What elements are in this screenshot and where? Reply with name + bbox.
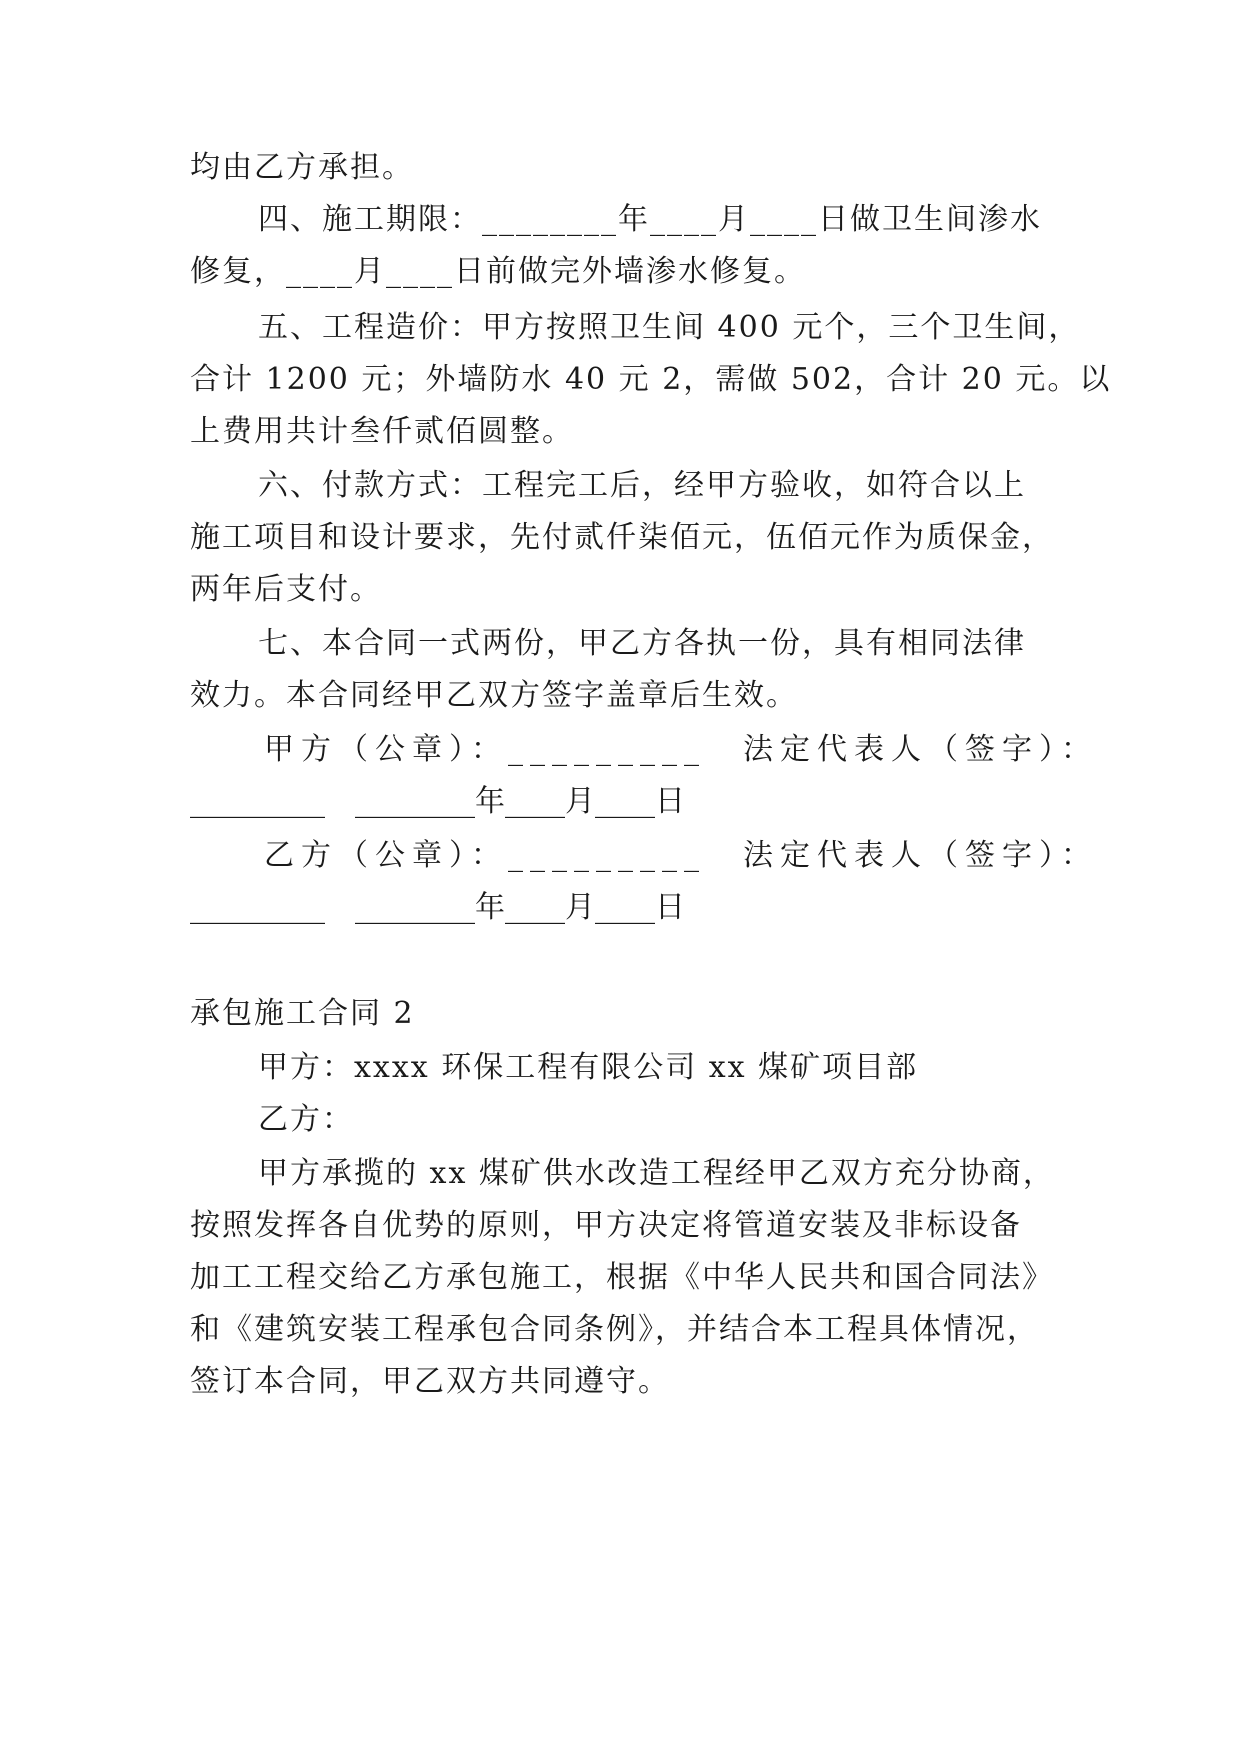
party-a-line: 甲方：xxxx 环保工程有限公司 xx 煤矿项目部 xyxy=(258,1050,919,1085)
paragraph-line: 修复，____月____日前做完外墙渗水修复。 xyxy=(190,254,806,289)
paragraph-line: 两年后支付。 xyxy=(190,572,382,607)
paragraph-line: 和《建筑安装工程承包合同条例》，并结合本工程具体情况， xyxy=(190,1312,1039,1347)
paragraph-line: 加工工程交给乙方承包施工，根据《中华人民共和国合同法》 xyxy=(190,1260,1054,1295)
party-a-date-line: _________ ________年____月____日 xyxy=(190,784,685,819)
construction-period-line: 四、施工期限：________年____月____日做卫生间渗水 xyxy=(258,202,1042,237)
project-cost-line: 五、工程造价：甲方按照卫生间 400 元个，三个卫生间， xyxy=(258,310,1081,345)
paragraph-line: 效力。本合同经甲乙双方签字盖章后生效。 xyxy=(190,678,798,713)
paragraph-line: 按照发挥各自优势的原则，甲方决定将管道安装及非标设备 xyxy=(190,1208,1022,1243)
paragraph-line: 甲方承揽的 xx 煤矿供水改造工程经甲乙双方充分协商， xyxy=(258,1156,1055,1191)
paragraph-line: 签订本合同，甲乙双方共同遵守。 xyxy=(190,1364,670,1399)
copies-clause-line: 七、本合同一式两份，甲乙方各执一份，具有相同法律 xyxy=(258,626,1026,661)
paragraph-line: 上费用共计叁仟贰佰圆整。 xyxy=(190,414,574,449)
payment-method-line: 六、付款方式：工程完工后，经甲方验收，如符合以上 xyxy=(258,468,1026,503)
party-b-signature-line: 乙方（公章）：_________ 法定代表人（签字）： xyxy=(264,838,1098,873)
paragraph-line: 均由乙方承担。 xyxy=(190,150,414,185)
party-a-signature-line: 甲方（公章）：_________ 法定代表人（签字）： xyxy=(264,732,1098,767)
paragraph-line: 合计 1200 元；外墙防水 40 元 2，需做 502，合计 20 元。以 xyxy=(190,362,1112,397)
party-b-line: 乙方： xyxy=(258,1102,354,1137)
section-title: 承包施工合同 2 xyxy=(190,996,415,1031)
paragraph-line: 施工项目和设计要求，先付贰仟柒佰元，伍佰元作为质保金， xyxy=(190,520,1054,555)
party-b-date-line: _________ ________年____月____日 xyxy=(190,890,685,925)
